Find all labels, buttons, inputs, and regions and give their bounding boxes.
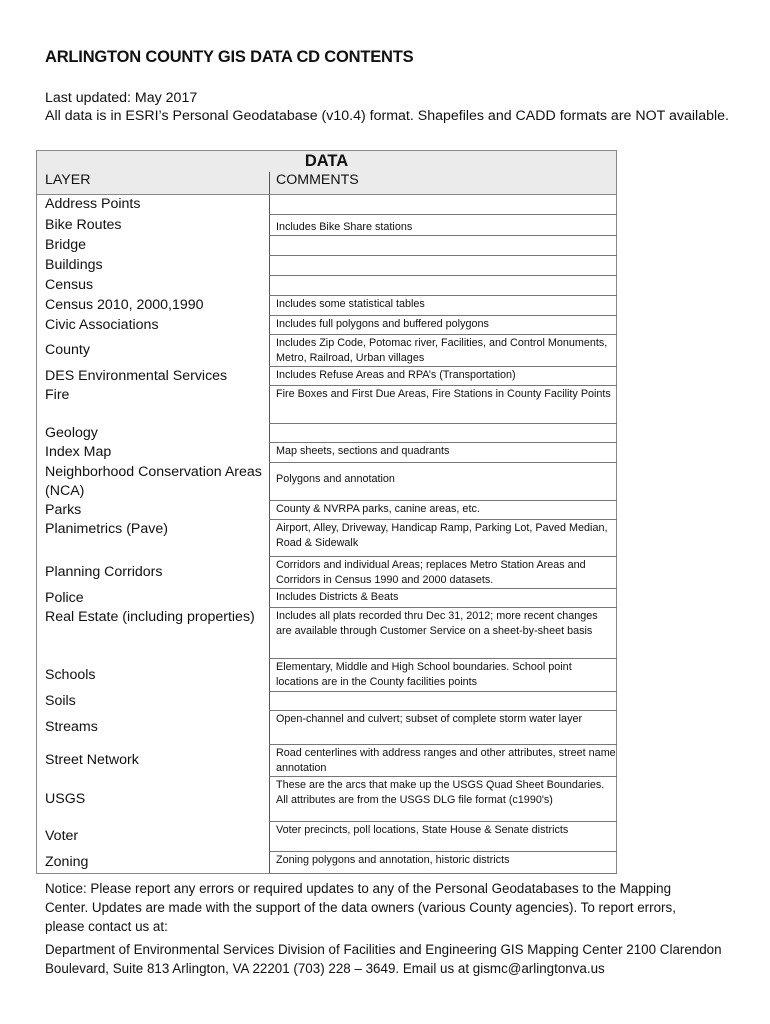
table-row: [37, 386, 617, 424]
page-title: ARLINGTON COUNTY GIS DATA CD CONTENTS: [45, 48, 414, 66]
layer-cell: Schools: [37, 659, 270, 692]
table-row: [37, 256, 617, 276]
layer-cell: County: [37, 335, 270, 367]
comment-cell: [270, 276, 617, 296]
intro-block: [45, 89, 735, 125]
layer-cell: Buildings: [37, 256, 270, 276]
layer-cell: Police: [37, 589, 270, 608]
comment-cell: Map sheets, sections and quadrants: [270, 443, 617, 463]
comment-cell: Includes Refuse Areas and RPA’s (Transportation): [270, 367, 617, 386]
layer-cell: Planning Corridors: [37, 557, 270, 589]
table-row: [37, 692, 617, 711]
comment-cell: Elementary, Middle and High School boundaries. School point locations are in the County facilities points: [270, 659, 617, 692]
table-row: [37, 711, 617, 745]
layer-cell: Geology: [37, 424, 270, 443]
comment-cell: Includes full polygons and buffered polygons: [270, 316, 617, 335]
table-row: [37, 443, 617, 463]
layer-cell: Census 2010, 2000,1990: [37, 296, 270, 316]
last-updated: Last updated: May 2017: [45, 90, 198, 106]
format-note: All data is in ESRI’s Personal Geodatabase (v10.4) format. Shapefiles and CADD formats are NOT available.: [45, 108, 729, 124]
comment-cell: [270, 424, 617, 443]
layer-cell: Bike Routes: [37, 215, 270, 236]
comment-cell: Voter precincts, poll locations, State House & Senate districts: [270, 822, 617, 852]
layer-cell: Real Estate (including properties): [37, 608, 270, 659]
table-row: [37, 195, 617, 215]
layer-cell: USGS: [37, 777, 270, 822]
comment-cell: Includes all plats recorded thru Dec 31, 2012; more recent changes are available through Customer Service on a sheet-by-sheet basis: [270, 608, 617, 659]
comment-cell: [270, 692, 617, 711]
layer-cell: DES Environmental Services: [37, 367, 270, 386]
comment-cell: Airport, Alley, Driveway, Handicap Ramp, Parking Lot, Paved Median, Road & Sidewalk: [270, 520, 617, 557]
table-row: [37, 852, 617, 874]
layer-cell: Soils: [37, 692, 270, 711]
contact-info: Department of Environmental Services Division of Facilities and Engineering GIS Mapping Center 2100 Clarendon Boulevard, Suite 813 Arlington, VA 22201 (703) 228 – 3649. Email us at gismc@arlingtonva.us: [45, 942, 722, 976]
table-row: [37, 822, 617, 852]
layer-cell: Parks: [37, 501, 270, 520]
layer-cell: Planimetrics (Pave): [37, 520, 270, 557]
table-row: [37, 745, 617, 777]
layer-cell: Index Map: [37, 443, 270, 463]
table-row: [37, 276, 617, 296]
comment-cell: Polygons and annotation: [270, 463, 617, 501]
table-row: [37, 236, 617, 256]
table-row: [37, 659, 617, 692]
table-row: [37, 316, 617, 335]
comment-cell: Includes Zip Code, Potomac river, Facilities, and Control Monuments, Metro, Railroad, Urban villages: [270, 335, 617, 367]
table-body: [37, 195, 617, 874]
table-row: [37, 608, 617, 659]
table-row: [37, 463, 617, 501]
table-row: [37, 296, 617, 316]
table-row: [37, 424, 617, 443]
table-row: [37, 215, 617, 236]
table-row: [37, 367, 617, 386]
comment-cell: Fire Boxes and First Due Areas, Fire Stations in County Facility Points: [270, 386, 617, 424]
layer-cell: Civic Associations: [37, 316, 270, 335]
table-row: [37, 501, 617, 520]
layer-cell: Census: [37, 276, 270, 296]
layer-cell: Address Points: [37, 195, 270, 215]
table-row: [37, 589, 617, 608]
layer-cell: Street Network: [37, 745, 270, 777]
column-header-comments: COMMENTS: [270, 172, 617, 195]
layer-cell: Voter: [37, 822, 270, 852]
table-row: [37, 777, 617, 822]
comment-cell: Corridors and individual Areas; replaces Metro Station Areas and Corridors in Census 1990 and 2000 datasets.: [270, 557, 617, 589]
comment-cell: [270, 195, 617, 215]
comment-cell: Road centerlines with address ranges and other attributes, street name annotation: [270, 745, 617, 777]
layer-cell: Fire: [37, 386, 270, 424]
table-row: [37, 335, 617, 367]
layer-cell: Bridge: [37, 236, 270, 256]
comment-cell: Includes Bike Share stations: [270, 215, 617, 236]
comment-cell: Open-channel and culvert; subset of complete storm water layer: [270, 711, 617, 745]
comment-cell: Includes some statistical tables: [270, 296, 617, 316]
layer-cell: Streams: [37, 711, 270, 745]
notice-text: Notice: Please report any errors or required updates to any of the Personal Geodatabases to the Mapping Center. Updates are made with the support of the data owners (various County agencies). To report errors, please contact us at:: [45, 881, 676, 934]
table-heading: DATA: [37, 151, 617, 173]
comment-cell: Includes Districts & Beats: [270, 589, 617, 608]
table-row: [37, 557, 617, 589]
column-header-layer: LAYER: [37, 172, 270, 195]
layer-cell: Neighborhood Conservation Areas (NCA): [37, 463, 270, 501]
comment-cell: County & NVRPA parks, canine areas, etc.: [270, 501, 617, 520]
comment-cell: Zoning polygons and annotation, historic districts: [270, 852, 617, 874]
table-row: [37, 520, 617, 557]
layer-cell: Zoning: [37, 852, 270, 874]
data-table: [36, 150, 617, 874]
comment-cell: These are the arcs that make up the USGS Quad Sheet Boundaries. All attributes are from the USGS DLG file format (c1990's): [270, 777, 617, 822]
comment-cell: [270, 236, 617, 256]
comment-cell: [270, 256, 617, 276]
